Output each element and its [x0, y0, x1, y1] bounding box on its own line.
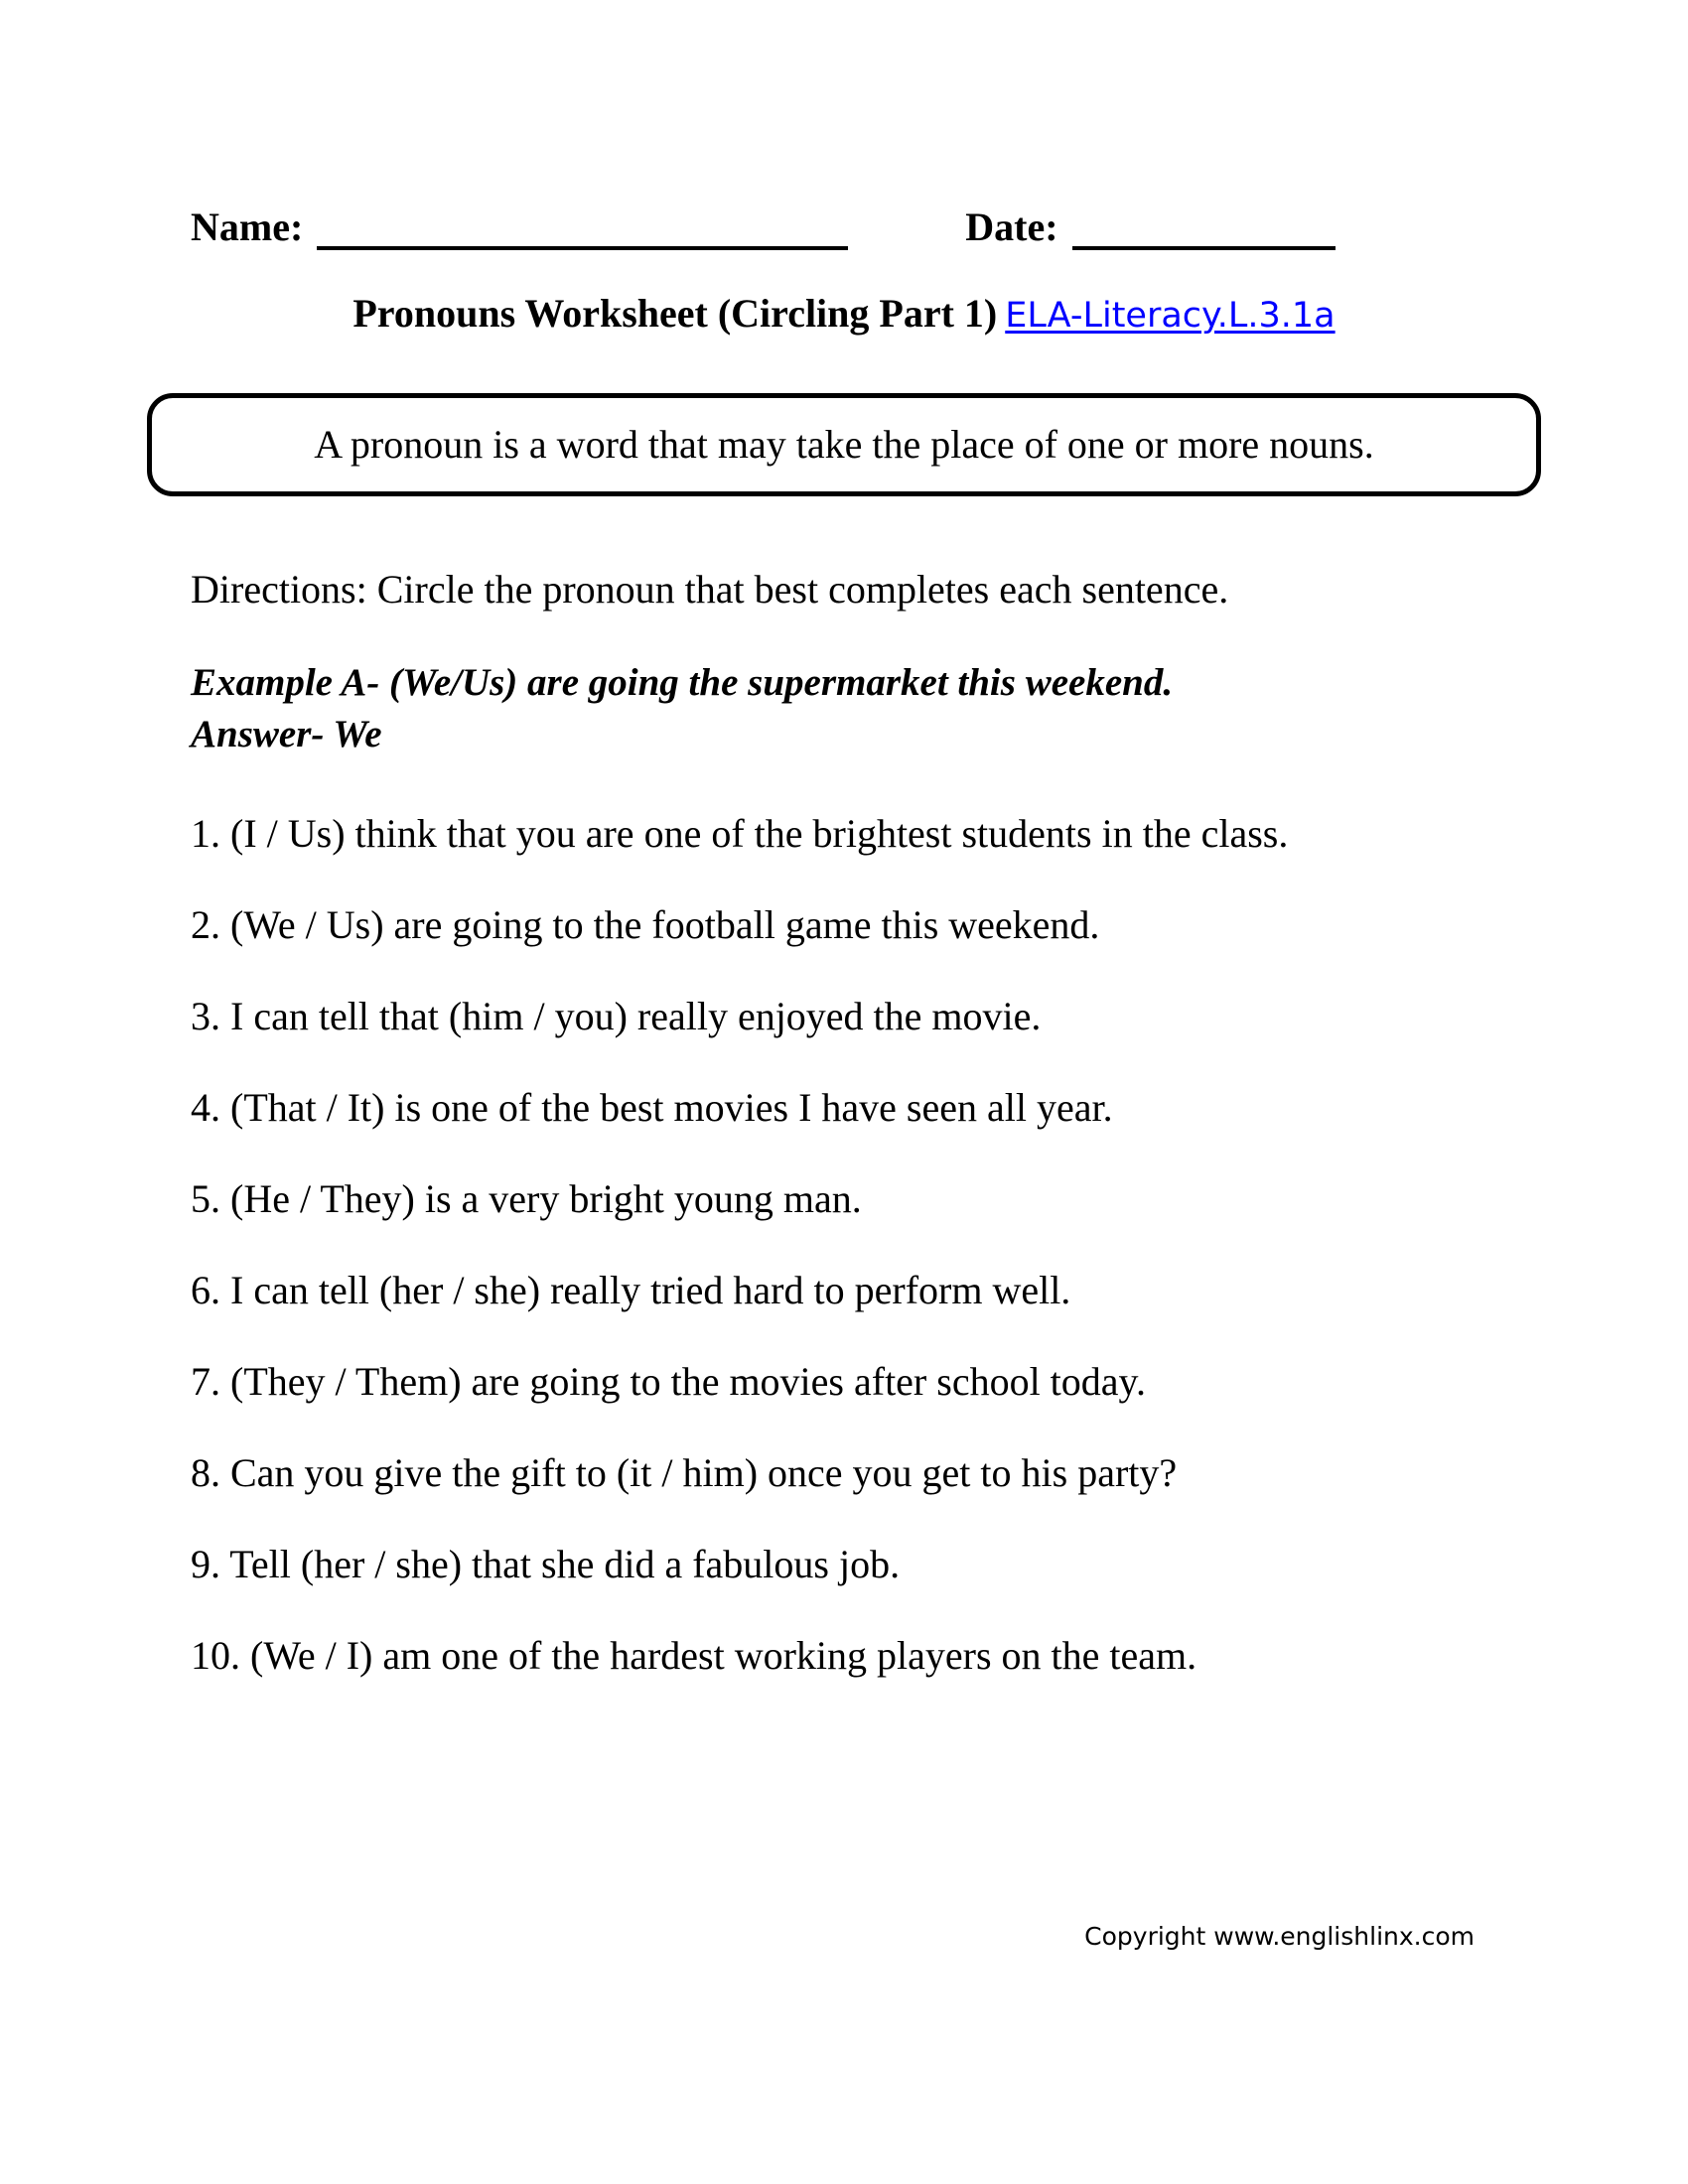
question-number: 1. [191, 811, 220, 856]
worksheet-body [191, 564, 1464, 1721]
question-text: (That / It) is one of the best movies I have seen all year. [230, 1085, 1113, 1130]
name-date-row [191, 195, 1442, 250]
question-text: (They / Them) are going to the movies after school today. [230, 1359, 1146, 1404]
date-label: Date: [965, 205, 1058, 249]
example-prompt: Example A- (We/Us) are going the supermarket this weekend. [191, 661, 1174, 704]
example-answer: Answer- We [191, 713, 382, 755]
name-input-blank[interactable] [317, 206, 848, 250]
question-number: 3. [191, 994, 220, 1038]
date-input-blank[interactable] [1072, 206, 1336, 250]
directions-text: Directions: Circle the pronoun that best completes each sentence. [191, 567, 1229, 612]
question-number: 7. [191, 1359, 220, 1404]
question-text: (We / Us) are going to the football game this weekend. [230, 902, 1100, 947]
title-row [0, 290, 1688, 337]
ela-standard-link[interactable]: ELA-Literacy.L.3.1a [1005, 296, 1336, 336]
name-label: Name: [191, 205, 304, 249]
example-block [191, 657, 1464, 760]
question-number: 5. [191, 1176, 220, 1221]
question-number: 9. [191, 1542, 220, 1586]
question-text: (We / I) am one of the hardest working players on the team. [250, 1633, 1197, 1678]
question-item-8[interactable] [191, 1447, 1464, 1499]
question-item-1[interactable] [191, 808, 1464, 860]
question-number: 10. [191, 1633, 240, 1678]
question-number: 6. [191, 1268, 220, 1312]
question-text: I can tell (her / she) really tried hard to perform well. [230, 1268, 1071, 1312]
question-text: (I / Us) think that you are one of the brightest students in the class. [230, 811, 1289, 856]
question-text: Tell (her / she) that she did a fabulous job. [229, 1542, 901, 1586]
question-item-10[interactable] [191, 1630, 1464, 1682]
question-number: 2. [191, 902, 220, 947]
question-text: I can tell that (him / you) really enjoyed the movie. [230, 994, 1042, 1038]
copyright-notice: Copyright www.englishlinx.com [1084, 1922, 1475, 1951]
question-number: 8. [191, 1450, 220, 1495]
question-item-5[interactable] [191, 1173, 1464, 1225]
question-text: Can you give the gift to (it / him) once you get to his party? [230, 1450, 1178, 1495]
question-item-9[interactable] [191, 1539, 1464, 1590]
definition-text: A pronoun is a word that may take the place of one or more nouns. [314, 422, 1374, 467]
question-number: 4. [191, 1085, 220, 1130]
page-title: Pronouns Worksheet (Circling Part 1) [352, 291, 998, 336]
question-item-6[interactable] [191, 1265, 1464, 1316]
question-item-4[interactable] [191, 1082, 1464, 1134]
definition-box [147, 393, 1541, 496]
question-text: (He / They) is a very bright young man. [230, 1176, 862, 1221]
question-item-2[interactable] [191, 899, 1464, 951]
question-item-7[interactable] [191, 1356, 1464, 1408]
question-item-3[interactable] [191, 991, 1464, 1042]
